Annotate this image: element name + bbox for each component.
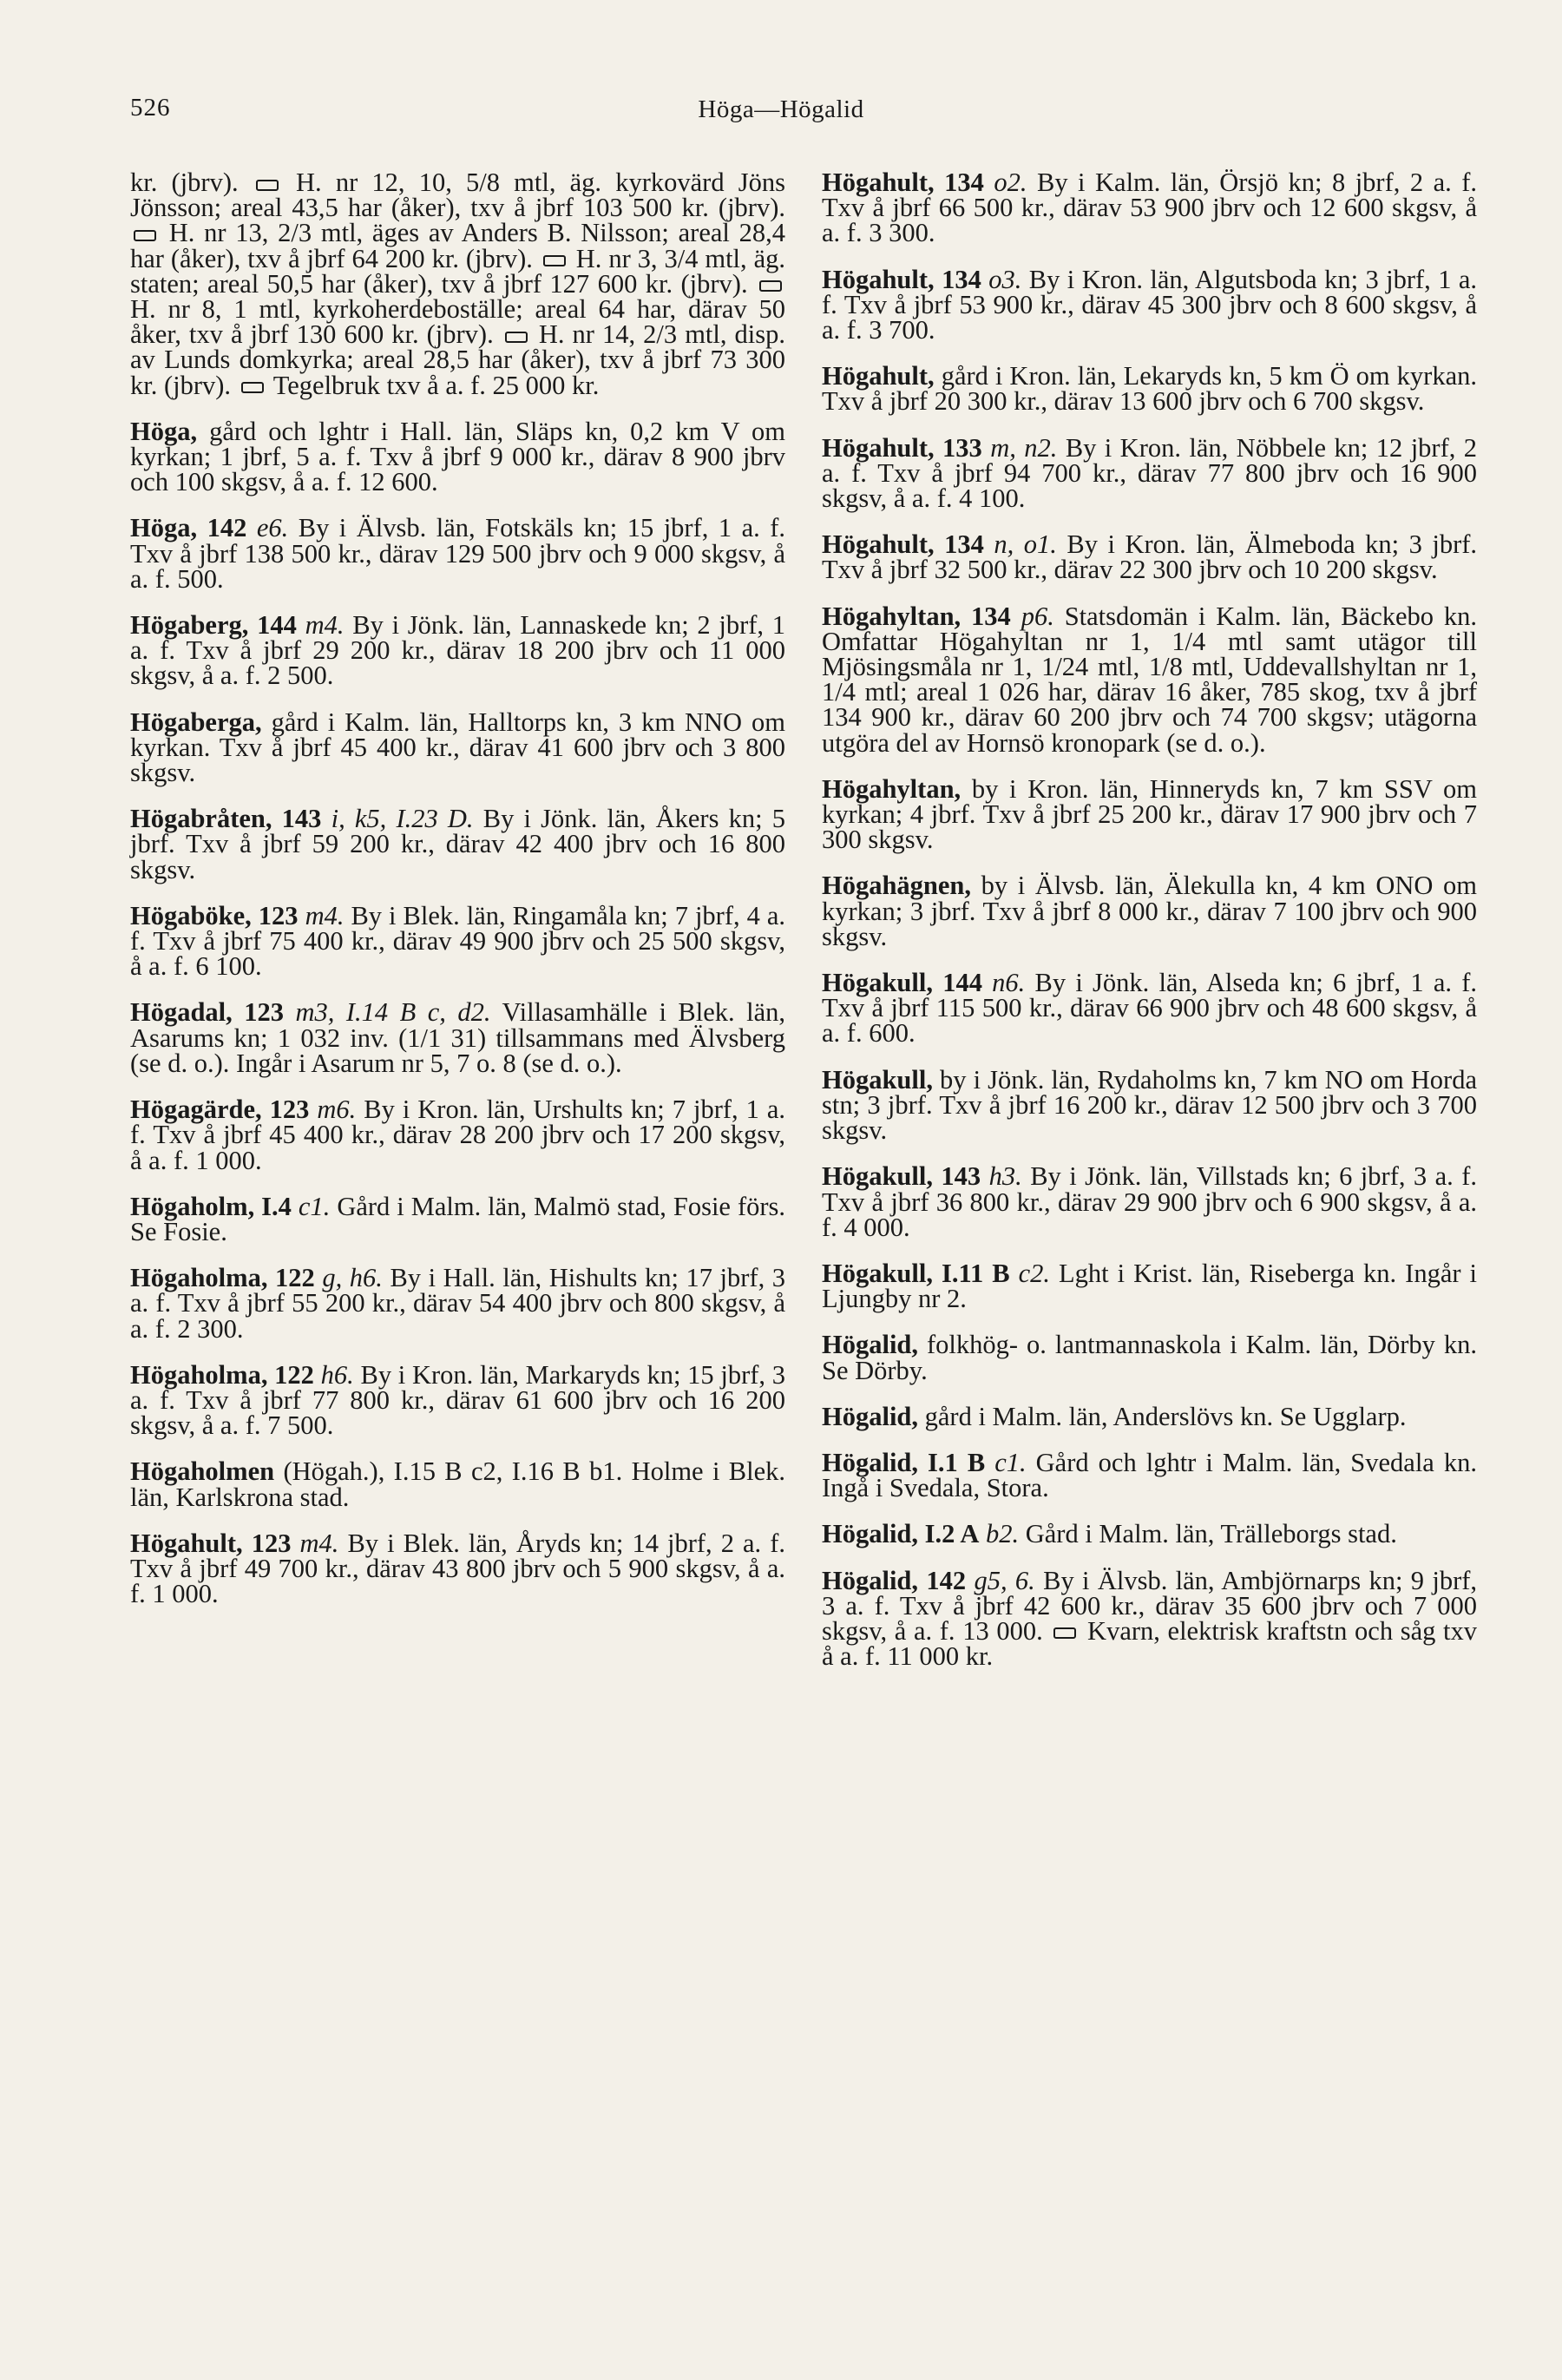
entry	[822, 170, 1477, 247]
entry	[822, 1565, 1478, 1672]
entry-headword: Högakull, I.11 B	[822, 1258, 1010, 1288]
entry	[822, 1161, 1478, 1242]
entry-map-locator: m4.	[305, 610, 345, 641]
entry-text: Villasamhälle i Blek. län, Asarums kn; 1 032 inv. (1/1 31) tillsammans med Älvsberg (se d. o.). Ingår i Asarum nr 5, 7 o. 8 (se d. o.).	[130, 997, 786, 1078]
entry-headword: Högahyltan, 134	[822, 601, 1011, 631]
entry-map-locator: i, k5, I.23 D.	[331, 804, 474, 834]
entry-text: (Högah.), I.15 B c2, I.16 B b1. Holme i Blek. län, Karlskrona stad.	[130, 1456, 785, 1512]
entry-headword: Höga,	[130, 416, 198, 446]
entry-text: By i Hall. län, Hishults kn; 17 jbrf, 3 a. f. Txv å jbrf 55 200 kr., därav 54 400 jbrv och 800 skgsv, å a. f. 2 300.	[130, 1263, 786, 1344]
entry	[130, 610, 786, 691]
entry	[130, 1191, 786, 1246]
entry-headword: Högahägnen,	[822, 871, 972, 901]
entry-text: Lght i Krist. län, Riseberga kn. Ingår i Ljungby nr 2.	[822, 1258, 1477, 1314]
entry-text: By i Blek. län, Åryds kn; 14 jbrf, 2 a. f. Txv å jbrf 49 700 kr., därav 43 800 jbrv och 5 900 skgsv, å a. f. 1 000.	[130, 1528, 785, 1609]
entry-text: gård i Kron. län, Lekaryds kn, 5 km Ö om kyrkan. Txv å jbrf 20 300 kr., därav 13 600 jbrv och 6 700 skgsv.	[822, 361, 1477, 417]
entry	[822, 432, 1478, 514]
entry-headword: Högaböke, 123	[130, 900, 299, 930]
entry-headword: Högahult, 133	[822, 432, 982, 463]
entry-headword: Högakull, 144	[822, 968, 982, 998]
entry	[822, 361, 1477, 417]
entry-headword: Högadal, 123	[130, 997, 285, 1028]
entry	[822, 970, 1477, 1047]
entry-headword: Högabråten, 143	[130, 804, 322, 834]
entry-map-locator: n, o1.	[994, 529, 1057, 560]
entry-headword: Högaberga,	[130, 707, 262, 737]
entry-headword: Högahult, 134	[822, 264, 981, 294]
entry-text: By i Älvsb. län, Ambjörnarps kn; 9 jbrf, 3 a. f. Txv å jbrf 42 600 kr., därav 35 600 jbrv och 7 000 skgsv, å a. f. 13 000.	[822, 1565, 1478, 1646]
entry	[130, 1456, 785, 1512]
entry-text: kr. (jbrv).	[130, 168, 239, 197]
entry-text: H. nr 13, 2/3 mtl, äges av Anders B. Nilsson; areal 28,4 har (åker), txv å jbrf 64 200 kr. (jbrv).	[130, 218, 785, 273]
entry-text: By i Kron. län, Markaryds kn; 15 jbrf, 3 a. f. Txv å jbrf 77 800 kr., därav 61 600 jbrv och 16 200 skgsv, å a. f. 7 500.	[130, 1359, 785, 1441]
entry-headword: Högaholma, 122	[130, 1263, 315, 1293]
entry-text: By i Jönk. län, Villstads kn; 6 jbrf, 3 a. f. Txv å jbrf 36 800 kr., därav 29 900 jbrv och 6 900 skgsv, å a. f. 4 000.	[822, 1161, 1478, 1242]
entry	[822, 1332, 1477, 1383]
entry-headword: Högakull, 143	[822, 1161, 981, 1192]
page-number: 526	[130, 94, 171, 122]
rectangle-symbol-icon	[759, 280, 782, 292]
rectangle-symbol-icon	[543, 255, 566, 266]
entry	[130, 997, 786, 1078]
entry-text: Kvarn, elektrisk kraftstn och såg txv å a. f. 11 000 kr.	[822, 1615, 1477, 1672]
rectangle-symbol-icon	[505, 332, 528, 343]
entry-map-locator: m3, I.14 B c, d2.	[295, 997, 491, 1028]
entry-text: By i Jönk. län, Lannaskede kn; 2 jbrf, 1 a. f. Txv å jbrf 29 200 kr., därav 18 200 jbrv och 11 000 skgsv, å a. f. 2 500.	[130, 610, 786, 691]
entry	[822, 1064, 1477, 1146]
entry-text: By i Kron. län, Nöbbele kn; 12 jbrf, 2 a. f. Txv å jbrf 94 700 kr., därav 77 800 jbrv och 16 900 skgsv, å a. f. 4 100.	[822, 432, 1478, 514]
entry-text: H. nr 14, 2/3 mtl, disp. av Lunds domkyrka; areal 28,5 har (åker), txv å jbrf 73 300 kr. (jbrv).	[130, 319, 786, 400]
continuation-entry	[130, 170, 785, 398]
entry-text: By i Jönk. län, Åkers kn; 5 jbrf. Txv å jbrf 59 200 kr., därav 42 400 jbrv och 16 800 skgsv.	[130, 804, 786, 884]
entry	[822, 1447, 1477, 1503]
entry	[822, 1519, 1477, 1549]
entry-text: By i Blek. län, Ringamåla kn; 7 jbrf, 4 a. f. Txv å jbrf 75 400 kr., därav 49 900 jbrv och 25 500 skgsv, å a. f. 6 100.	[130, 900, 786, 982]
entry-text: Tegelbruk txv å a. f. 25 000 kr.	[272, 370, 600, 400]
entry	[130, 1528, 785, 1609]
entry-headword: Högalid, I.1 B	[822, 1447, 986, 1477]
page-header	[0, 94, 1562, 137]
entry-headword: Högahult, 134	[822, 168, 984, 197]
entry-map-locator: c2.	[1018, 1258, 1051, 1288]
entry-text: Gård i Malm. län, Trälleborgs stad.	[1025, 1519, 1397, 1549]
entry	[822, 1401, 1477, 1431]
right-column	[822, 170, 1477, 1690]
entry-map-locator: m4.	[299, 1528, 339, 1558]
entry	[130, 1263, 786, 1344]
entry-map-locator: g5, 6.	[974, 1565, 1035, 1595]
entry-map-locator: h6.	[320, 1359, 354, 1390]
entry-text: H. nr 12, 10, 5/8 mtl, äg. kyrkovärd Jöns Jönsson; areal 43,5 har (åker), txv å jbrf 103 500 kr. (jbrv).	[130, 168, 786, 223]
entry	[822, 1258, 1477, 1314]
entry-text: H. nr 3, 3/4 mtl, äg. staten; areal 50,5 har (åker), txv å jbrf 127 600 kr. (jbrv).	[130, 243, 785, 299]
entry	[130, 806, 785, 883]
entry-headword: Högalid,	[822, 1401, 919, 1431]
entry-headword: Högahult,	[822, 361, 935, 391]
entry-text: by i Älvsb. län, Älekulla kn, 4 km ONO om kyrkan; 3 jbrf. Txv å jbrf 8 000 kr., därav 7 100 jbrv och 900 skgsv.	[822, 871, 1478, 951]
entry-map-locator: e6.	[256, 513, 289, 543]
entry-map-locator: m, n2.	[990, 432, 1058, 463]
entry-text: By i Jönk. län, Alseda kn; 6 jbrf, 1 a. f. Txv å jbrf 115 500 kr., därav 66 900 jbrv och 48 600 skgsv, å a. f. 600.	[822, 968, 1477, 1049]
entry-headword: Högagärde, 123	[130, 1095, 310, 1125]
entry-map-locator: b2.	[985, 1519, 1020, 1549]
entry	[130, 707, 785, 788]
rectangle-symbol-icon	[241, 382, 264, 393]
entry-text: By i Kalm. län, Örsjö kn; 8 jbrf, 2 a. f. Txv å jbrf 66 500 kr., därav 53 900 jbrv och 12 600 skgsv, å a. f. 3 300.	[822, 168, 1478, 248]
entry	[130, 513, 786, 594]
entry-headword: Högalid, I.2 A	[822, 1519, 980, 1549]
entry-text: by i Kron. län, Hinneryds kn, 7 km SSV om kyrkan; 4 jbrf. Txv å jbrf 25 200 kr., därav 17 900 jbrv och 7 300 skgsv.	[822, 773, 1477, 855]
entry-headword: Höga, 142	[130, 513, 247, 543]
rectangle-symbol-icon	[1053, 1627, 1076, 1639]
entry-text: gård och lghtr i Hall. län, Släps kn, 0,2 km V om kyrkan; 1 jbrf, 5 a. f. Txv å jbrf 9 000 kr., därav 8 900 jbrv och 100 skgsv, å a. f. 12 600.	[130, 416, 785, 497]
entry-map-locator: m4.	[305, 900, 345, 930]
entry-headword: Högalid, 142	[822, 1565, 967, 1595]
entry-text: gård i Malm. län, Anderslövs kn. Se Ugglarp.	[924, 1401, 1407, 1431]
entry	[822, 601, 1478, 758]
entry-headword: Högahult, 123	[130, 1528, 292, 1558]
entry-map-locator: o2.	[994, 168, 1027, 197]
entry-headword: Högaholmen	[130, 1456, 275, 1487]
entry	[822, 773, 1477, 855]
entry	[130, 900, 786, 982]
entry-headword: Högalid,	[822, 1330, 919, 1360]
entry-headword: Högaholma, 122	[130, 1359, 314, 1390]
entry-map-locator: m6.	[317, 1095, 357, 1125]
entry	[130, 416, 785, 497]
entry-text: By i Kron. län, Älmeboda kn; 3 jbrf. Txv å jbrf 32 500 kr., därav 22 300 jbrv och 10 200 skgsv.	[822, 529, 1478, 585]
entry-text: By i Kron. län, Urshults kn; 7 jbrf, 1 a. f. Txv å jbrf 45 400 kr., därav 28 200 jbrv och 17 200 skgsv, å a. f. 1 000.	[130, 1095, 786, 1175]
entry	[822, 529, 1478, 585]
entry-map-locator: h3.	[988, 1161, 1022, 1192]
left-column	[130, 170, 785, 1627]
running-title: Höga—Högalid	[698, 95, 864, 123]
entry	[822, 264, 1478, 345]
entry-text: Gård i Malm. län, Malmö stad, Fosie förs. Se Fosie.	[130, 1191, 786, 1246]
entry-text: By i Kron. län, Algutsboda kn; 3 jbrf, 1 a. f. Txv å jbrf 53 900 kr., därav 45 300 jbrv och 8 600 skgsv, å a. f. 3 700.	[822, 264, 1478, 345]
entry-headword: Högahult, 134	[822, 529, 984, 560]
entry	[130, 1097, 785, 1174]
entry-map-locator: c1.	[994, 1447, 1027, 1477]
entry-headword: Högahyltan,	[822, 773, 961, 804]
entry-text: by i Jönk. län, Rydaholms kn, 7 km NO om Horda stn; 3 jbrf. Txv å jbrf 16 200 kr., därav 12 500 jbrv och 3 700 skgsv.	[822, 1064, 1477, 1146]
entry-text: H. nr 8, 1 mtl, kyrkoherdeboställe; areal 64 har, därav 50 åker, txv å jbrf 130 600 kr. (jbrv).	[130, 294, 785, 350]
rectangle-symbol-icon	[134, 230, 156, 241]
entry-map-locator: o3.	[988, 264, 1022, 294]
rectangle-symbol-icon	[256, 180, 279, 191]
entry-headword: Högaholm, I.4	[130, 1191, 292, 1221]
entry-text: Gård och lghtr i Malm. län, Svedala kn. Ingå i Svedala, Stora.	[822, 1447, 1477, 1503]
entry-map-locator: n6.	[992, 968, 1026, 998]
entry-map-locator: p6.	[1021, 601, 1054, 631]
entry-map-locator: c1.	[298, 1191, 331, 1221]
entry	[822, 873, 1477, 950]
entry-text: folkhög- o. lantmannaskola i Kalm. län, Dörby kn. Se Dörby.	[822, 1330, 1477, 1385]
entry-text: gård i Kalm. län, Halltorps kn, 3 km NNO om kyrkan. Txv å jbrf 45 400 kr., därav 41 600 jbrv och 3 800 skgsv.	[130, 707, 785, 788]
entry-text: By i Älvsb. län, Fotskäls kn; 15 jbrf, 1 a. f. Txv å jbrf 138 500 kr., därav 129 500 jbrv och 9 000 skgsv, å a. f. 500.	[130, 513, 786, 594]
entry-headword: Högaberg, 144	[130, 610, 297, 641]
entry-map-locator: g, h6.	[322, 1263, 383, 1293]
entry-headword: Högakull,	[822, 1064, 933, 1095]
entry-text: Statsdomän i Kalm. län, Bäckebo kn. Omfattar Högahyltan nr 1, 1/4 mtl samt utägor till Mjösingsmåla nr 1, 1/24 mtl, 1/8 mtl, Uddevallshyltan nr 1, 1/4 mtl; areal 1 026 har, därav 16 åker, 785 skog, txv å jbrf 134 900 kr., därav 60 200 jbrv och 74 700 skgsv; utägorna utgöra del av Hornsö kronopark (se d. o.).	[822, 601, 1478, 758]
entry	[130, 1359, 785, 1441]
